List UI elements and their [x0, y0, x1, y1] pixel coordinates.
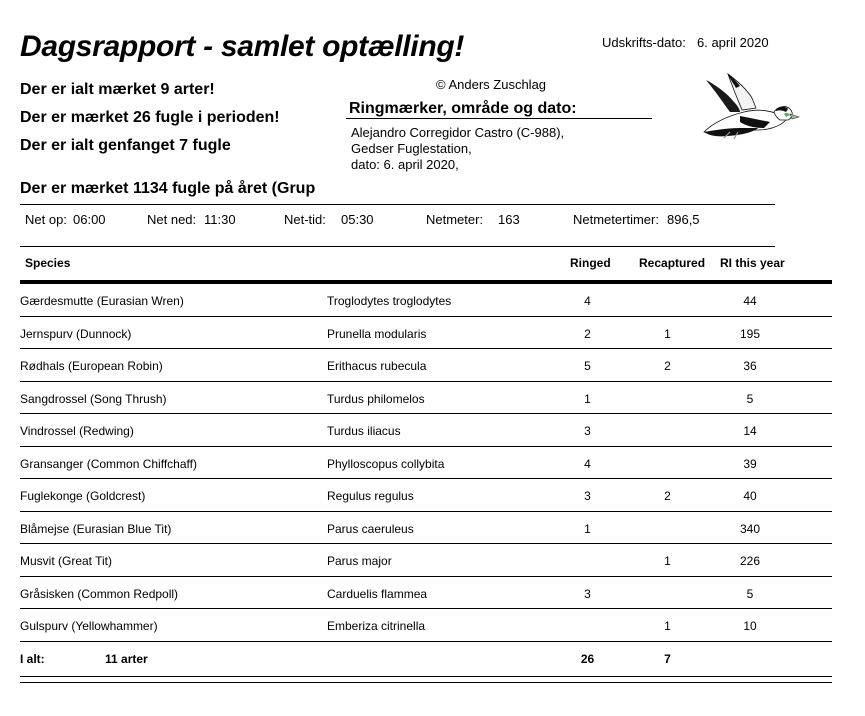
ringed-count: 5	[584, 359, 591, 373]
ri-this-year-count: 195	[739, 326, 761, 341]
eider-duck-icon	[700, 72, 800, 142]
column-header-recaptured: Recaptured	[639, 256, 706, 270]
ringed-count: 1	[584, 521, 591, 536]
recaptured-count: 1	[664, 326, 671, 341]
net-op-value: 06:00	[73, 212, 106, 227]
column-header-ringed: Ringed	[570, 256, 611, 270]
table-end-rule	[20, 682, 832, 683]
recaptured-count: 2	[664, 359, 671, 373]
recaptured-count: 1	[664, 554, 671, 568]
netmeter-label: Netmeter:	[426, 212, 484, 227]
scientific-name: Prunella modularis	[327, 326, 427, 341]
total-recaptured: 7	[664, 652, 671, 666]
net-tid-value: 05:30	[341, 212, 374, 227]
total-species-count: 11 arter	[105, 652, 148, 666]
ri-this-year-count: 226	[739, 554, 761, 568]
table-row	[20, 577, 832, 610]
scientific-name: Turdus philomelos	[327, 391, 425, 406]
ri-this-year-count: 40	[743, 489, 757, 503]
species-name: Gulspurv (Yellowhammer)	[20, 619, 158, 633]
net-tid-label: Net-tid:	[284, 212, 326, 227]
print-date-value: 6. april 2020	[697, 35, 769, 50]
copyright-notice: © Anders Zuschlag	[436, 77, 547, 92]
net-op-label: Net op:	[25, 212, 67, 227]
report-title: Dagsrapport - samlet optælling!	[20, 30, 465, 63]
ri-this-year-count: 340	[739, 521, 761, 536]
ri-this-year-count: 5	[746, 391, 754, 406]
ri-this-year-count: 44	[743, 294, 757, 308]
stat-birds-marked-year: Der er mærket 1134 fugle på året (Grup	[20, 180, 316, 197]
species-name: Gærdesmutte (Eurasian Wren)	[20, 294, 184, 308]
column-header-species: Species	[25, 256, 71, 270]
table-row	[20, 317, 832, 350]
scientific-name: Troglodytes troglodytes	[327, 294, 452, 308]
ringed-count: 3	[584, 586, 591, 601]
species-name: Musvit (Great Tit)	[20, 554, 113, 568]
recaptured-count: 1	[664, 619, 671, 633]
table-row	[20, 414, 832, 447]
ringer-date: dato: 6. april 2020,	[351, 157, 459, 172]
recaptured-count: 2	[664, 489, 671, 503]
ri-this-year-count: 10	[743, 619, 757, 633]
scientific-name: Turdus iliacus	[327, 424, 401, 438]
scientific-name: Parus caeruleus	[327, 521, 414, 536]
ri-this-year-count: 5	[746, 586, 754, 601]
species-name: Jernspurv (Dunnock)	[20, 326, 132, 341]
ringed-count: 1	[584, 391, 591, 406]
table-end-rule	[20, 676, 832, 677]
column-header-ri-this-year: RI this year	[720, 256, 785, 270]
species-name: Blåmejse (Eurasian Blue Tit)	[20, 521, 172, 536]
netmetertimer-value: 896,5	[667, 212, 700, 227]
table-row	[20, 609, 832, 642]
scientific-name: Erithacus rubecula	[327, 359, 427, 373]
ringer-station: Gedser Fuglestation,	[351, 141, 472, 156]
net-ned-label: Net ned:	[147, 212, 197, 227]
netmetertimer-label: Netmetertimer:	[573, 212, 659, 227]
ringed-count: 3	[584, 489, 591, 503]
table-row	[20, 512, 832, 545]
stat-birds-marked-period: Der er mærket 26 fugle i perioden!	[20, 109, 280, 126]
scientific-name: Regulus regulus	[327, 489, 414, 503]
total-label: I alt:	[20, 652, 45, 666]
scientific-name: Parus major	[327, 554, 392, 568]
scientific-name: Phylloscopus collybita	[327, 456, 445, 471]
species-name: Gransanger (Common Chiffchaff)	[20, 456, 197, 471]
table-row	[20, 544, 832, 577]
stat-recaptured: Der er ialt genfanget 7 fugle	[20, 137, 231, 154]
table-row	[20, 447, 832, 480]
species-name: Sangdrossel (Song Thrush)	[20, 391, 167, 406]
species-table-body	[20, 284, 832, 642]
species-name: Vindrossel (Redwing)	[20, 424, 134, 438]
section-divider	[20, 246, 775, 247]
species-name: Gråsisken (Common Redpoll)	[20, 586, 179, 601]
print-date-label: Udskrifts-dato:	[602, 35, 686, 50]
table-row	[20, 349, 832, 382]
ri-this-year-count: 36	[743, 359, 757, 373]
ri-this-year-count: 39	[743, 456, 757, 471]
net-ned-value: 11:30	[204, 212, 236, 227]
netmeter-value: 163	[498, 212, 520, 227]
ringer-heading: Ringmærker, område og dato:	[349, 100, 577, 117]
scientific-name: Carduelis flammea	[327, 586, 428, 601]
table-row	[20, 479, 832, 512]
scientific-name: Emberiza citrinella	[327, 619, 426, 633]
ringed-count: 2	[584, 326, 591, 341]
ringer-name: Alejandro Corregidor Castro (C-988),	[351, 125, 565, 140]
ringer-heading-underline	[346, 118, 652, 119]
stat-species-marked: Der er ialt mærket 9 arter!	[20, 81, 215, 98]
table-row	[20, 382, 832, 415]
total-ringed: 26	[580, 652, 595, 666]
species-name: Rødhals (European Robin)	[20, 359, 163, 373]
table-row	[20, 284, 832, 317]
species-name: Fuglekonge (Goldcrest)	[20, 489, 146, 503]
ringed-count: 3	[584, 424, 591, 438]
ringed-count: 4	[584, 456, 591, 471]
ri-this-year-count: 14	[743, 424, 757, 438]
section-divider	[20, 204, 775, 205]
ringed-count: 4	[584, 294, 591, 308]
